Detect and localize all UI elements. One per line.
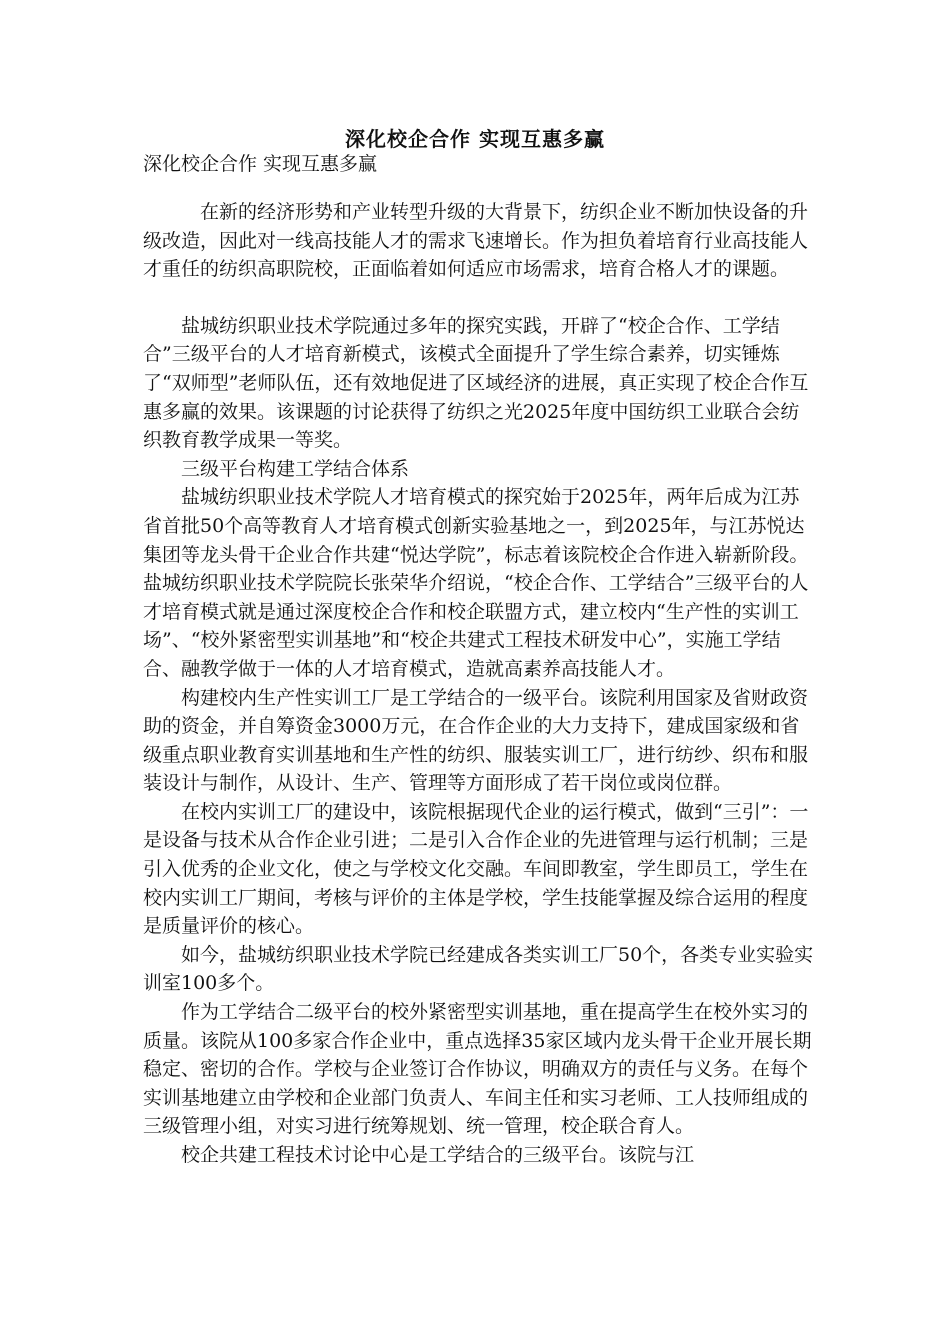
paragraph-level-one: 构建校内生产性实训工厂是工学结合的一级平台。该院利用国家及省财政资助的资金，并自筹资金3000万元，在合作企业的大力支持下，建成国家级和省级重点职业教育实训基地和生产性的纺织、服装实训工厂，进行纺纱、织布和服装设计与制作，从设计、生产、管理等方面形成了若干岗位或岗位群。	[143, 686, 809, 795]
document-body	[143, 198, 815, 1170]
paragraph-level-three: 校企共建工程技术讨论中心是工学结合的三级平台。该院与江	[181, 1144, 695, 1166]
paragraph-level-two: 作为工学结合二级平台的校外紧密型实训基地，重在提高学生在校外实习的质量。该院从100多家合作企业中，重点选择35家区域内龙头骨干企业开展长期稳定、密切的合作。学校与企业签订合作协议，明确双方的责任与义务。在每个实训基地建立由学校和企业部门负责人、车间主任和实习老师、工人技师组成的三级管理小组，对实习进行统筹规划、统一管理，校企联合育人。	[143, 1001, 812, 1138]
section-heading: 三级平台构建工学结合体系	[181, 457, 410, 480]
document-subtitle: 深化校企合作 实现互惠多赢	[143, 153, 378, 175]
paragraph-model: 盐城纺织职业技术学院人才培育模式的探究始于2025年，两年后成为江苏省首批50个高等教育人才培育模式创新实验基地之一，到2025年，与江苏悦达集团等龙头骨干企业合作共建“悦达学院”，标志着该院校企合作进入崭新阶段。盐城纺织职业技术学院院长张荣华介绍说，“校企合作、工学结合”三级平台的人才培育模式就是通过深度校企合作和校企联盟方式，建立校内“生产性的实训工场”、“校外紧密型实训基地”和“校企共建式工程技术研发中心”，实施工学结合、融教学做于一体的人才培育模式，造就高素养高技能人才。	[143, 486, 809, 680]
document-title: 深化校企合作 实现互惠多赢	[345, 127, 605, 151]
paragraph-intro: 在新的经济形势和产业转型升级的大背景下，纺织企业不断加快设备的升级改造，因此对一线高技能人才的需求飞速增长。作为担负着培育行业高技能人才重任的纺织高职院校，正面临着如何适应市场需求，培育合格人才的课题。	[143, 201, 809, 281]
paragraph-facilities: 如今，盐城纺织职业技术学院已经建成各类实训工厂50个，各类专业实验实训室100多个。	[143, 943, 814, 995]
paragraph-achievement: 盐城纺织职业技术学院通过多年的探究实践，开辟了“校企合作、工学结合”三级平台的人才培育新模式，该模式全面提升了学生综合素养，切实锤炼了“双师型”老师队伍，还有效地促进了区域经济的进展，真正实现了校企合作互惠多赢的效果。该课题的讨论获得了纺织之光2025年度中国纺织工业联合会纺织教育教学成果一等奖。	[143, 314, 809, 452]
paragraph-three-introductions: 在校内实训工厂的建设中，该院根据现代企业的运行模式，做到“三引”：一是设备与技术从合作企业引进；二是引入合作企业的先进管理与运行机制；三是引入优秀的企业文化，使之与学校文化交融。车间即教室，学生即员工，学生在校内实训工厂期间，考核与评价的主体是学校，学生技能掌握及综合运用的程度是质量评价的核心。	[143, 800, 809, 938]
